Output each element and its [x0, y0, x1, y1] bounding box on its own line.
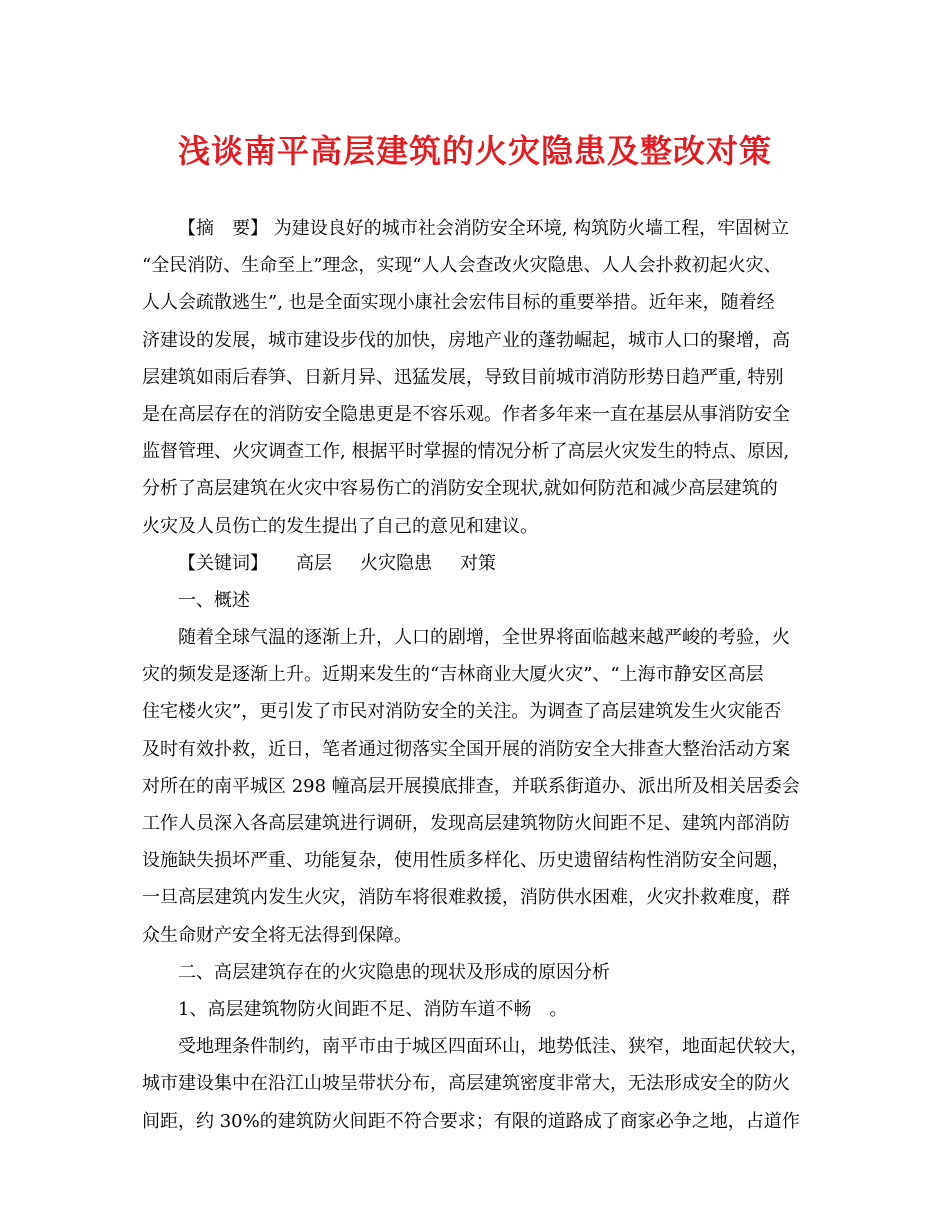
section-heading: 一、概述 [178, 589, 250, 611]
abstract-line: 火灾及人员伤亡的发生提出了自己的意见和建议。 [142, 515, 538, 537]
paragraph-line: 一旦高层建筑内发生火灾，消防车将很难救援，消防供水困难，火灾扑救难度，群 [142, 887, 790, 909]
abstract-line: “全民消防、生命至上”理念，实现“人人会查改火灾隐患、人人会扑救初起火灾、 [142, 255, 782, 277]
abstract-line: 是在高层存在的消防安全隐患更是不容乐观。作者多年来一直在基层从事消防安全 [142, 403, 790, 425]
abstract-line: 监督管理、火灾调查工作, 根据平时掌握的情况分析了高层火灾发生的特点、原因, [142, 441, 790, 463]
keyword: 对策 [460, 552, 496, 574]
keyword: 高层 [296, 552, 332, 574]
section-heading: 二、高层建筑存在的火灾隐患的现状及形成的原因分析 [178, 961, 610, 983]
abstract-line: 人人会疏散逃生”, 也是全面实现小康社会宏伟目标的重要举措。近年来，随着经 [142, 292, 775, 314]
paragraph-line: 随着全球气温的逐渐上升，人口的剧增，全世界将面临越来越严峻的考验，火 [178, 627, 790, 649]
paragraph-line: 城市建设集中在沿江山坡呈带状分布，高层建筑密度非常大，无法形成安全的防火 [142, 1073, 790, 1095]
paragraph-line: 对所在的南平城区 298 幢高层开展摸底排查，并联系街道办、派出所及相关居委会 [142, 775, 800, 797]
paragraph-line: 工作人员深入各高层建筑进行调研，发现高层建筑物防火间距不足、建筑内部消防 [142, 813, 790, 834]
paragraph-line: 灾的频发是逐渐上升。近期来发生的“吉林商业大厦火灾”、“上海市静安区高层 [142, 664, 764, 686]
paragraph-line: 间距，约 30%的建筑防火间距不符合要求；有限的道路成了商家必争之地，占道作 [142, 1110, 800, 1132]
keywords-label: 【关键词】 [178, 552, 268, 574]
document-title: 浅谈南平高层建筑的火灾隐患及整改对策 [177, 132, 772, 170]
abstract-line: 【摘 要】 为建设良好的城市社会消防安全环境, 构筑防火墙工程，牢固树立 [178, 218, 790, 239]
paragraph-line: 住宅楼火灾”，更引发了市民对消防安全的关注。为调查了高层建筑发生火灾能否 [142, 701, 782, 723]
document-body [142, 210, 834, 1140]
subsection-heading: 1、高层建筑物防火间距不足、消防车道不畅 。 [178, 998, 568, 1020]
abstract-line: 层建筑如雨后春笋、日新月异、迅猛发展，导致目前城市消防形势日趋严重, 特别 [142, 366, 784, 388]
paragraph-line: 及时有效扑救，近日，笔者通过彻落实全国开展的消防安全大排查大整治活动方案 [142, 738, 790, 760]
abstract-line: 分析了高层建筑在火灾中容易伤亡的消防安全现状,就如何防范和减少高层建筑的 [142, 478, 778, 500]
paragraph-line: 众生命财产安全将无法得到保障。 [142, 924, 412, 946]
abstract-line: 济建设的发展，城市建设步伐的加快，房地产业的蓬勃崛起，城市人口的聚增，高 [142, 329, 790, 351]
keywords-line [142, 545, 834, 582]
keyword: 火灾隐患 [360, 552, 432, 574]
paragraph-line: 设施缺失损坏严重、功能复杂，使用性质多样化、历史遗留结构性消防安全问题， [142, 850, 790, 872]
paragraph-line: 受地理条件制约，南平市由于城区四面环山，地势低洼、狭窄，地面起伏较大， [178, 1036, 808, 1058]
